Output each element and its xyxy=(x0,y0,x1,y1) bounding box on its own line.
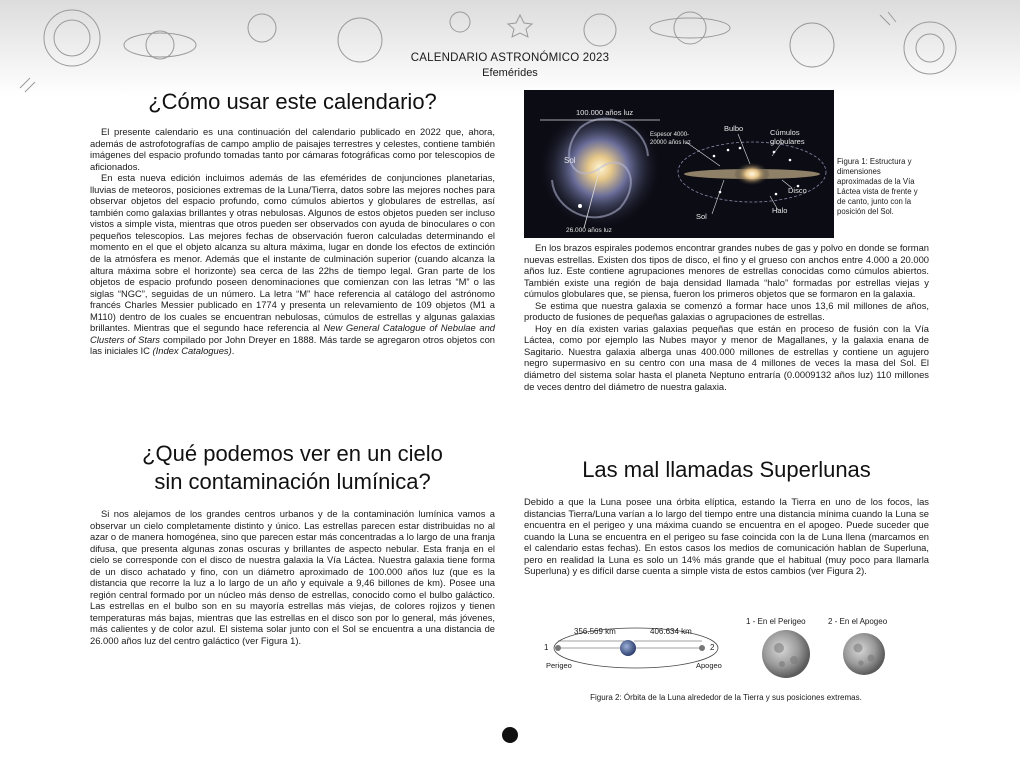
label-100000-ly: 100.000 años luz xyxy=(576,108,634,117)
label-globular-clusters: Cúmulos globulares xyxy=(770,128,805,146)
label-disk: Disco xyxy=(788,186,807,195)
label-bulge: Bulbo xyxy=(724,124,744,133)
paragraph: En los brazos espirales podemos encontrar grandes nubes de gas y polvo en donde se forman nuevas estrellas. Existen dos tipos de disco, el fino y el grueso con anchos entre 4.000 a 20.000 años luz. Este contiene agrupaciones menores de estrellas conocidas como cúmulos abiertos. También existe una región de baja densidad llamada “halo” formadas por estrellas viejas y cúmulos globulares que, se piensa, fueron los primeros objetos que se formaron en la galaxia. xyxy=(524,242,929,300)
label-thickness: Espesor 4000-20000 años luz xyxy=(650,132,691,146)
catalog-title: New General Catalogue of Nebulae and Clusters of Stars xyxy=(90,322,495,345)
label-moon-perigee: 1 - En el Perigeo xyxy=(746,617,806,626)
paragraph: Se estima que nuestra galaxia se comenzó a formar hace unos 13,6 mil millones de años, producto de fusiones de pequeñas galaxias o agrupaciones de estrellas. xyxy=(524,299,929,323)
paragraph: Debido a que la Luna posee una órbita elíptica, estando la Tierra en uno de los focos, las distancias Tierra/Luna varían a lo largo del tiempo entre una distancia mínima cuando la Luna se encuentra en el perigeo y una máxima cuando se encuentra en el apogeo. Puede suceder que cuando la Luna se encuentra en el perigeo su fase coincida con la de Luna llena (marcamos en el calendario estas fechas). En estos casos los medios de comunicación hablan de Superluna, pero en realidad la Luna es solo un 14% más grande que el habitual (muy poco para llamarla Superluna) y es difícil darse cuenta a simple vista de estos cambios (ver Figura 2). xyxy=(524,496,929,577)
section-dark-sky xyxy=(90,440,495,647)
figure1-caption: Figura 1: Estructura y dimensiones aproximadas de la Vía Láctea vista de frente y de canto, junto con la posición del Sol. xyxy=(837,157,918,216)
celestial-sketch-illustration xyxy=(0,0,1020,95)
page-marker-dot xyxy=(502,727,518,743)
paragraph: En esta nueva edición incluimos además de las efemérides de conjunciones planetarias, lluvias de meteoros, posiciones extremas de la Luna/Tierra, datos sobre las mejores noches para observar objetos del espacio profundo, como cúmulos abiertos y globulares de estrellas, así también como galaxias brillantes y otras nebulosas. Algunos de estos objetos pueden ser incluso vistos a simple vista, mientras que otros pueden ser observados con ayuda de binoculares o con pequeños telescopios. Las mejores fechas de observación fueron calculadas determinando el momento en el que el objeto alcanza su altura máxima, lugar en donde los efectos de extinción de la atmósfera es menor. Además que el instante de culminación superior (cuando alcanza la altura máxima sobre el horizonte) sea cerca de las 22hs de tiempo legal. Gran parte de los objetos de espacio profundo poseen denominaciones que comienzan con las letras “M” o las siglas “NGC”, seguidas de un número. La letra “M” hace referencia al catálogo del astrónomo francés Charles Messier publicado en 1774 y presenta un relevamiento de 109 objetos (M1 a M110) dentro de los cuales se encuentran nebulosas, cúmulos de estrellas y algunas galaxias brillantes. Mientras que el segundo hace referencia al New General Catalogue of Nebulae and Clusters of Stars compilado por John Dreyer en 1888. Más tarde se agregaron otros objetos con las iniciales IC (Index Catalogues). xyxy=(90,172,495,357)
page-header-title: CALENDARIO ASTRONÓMICO 2023 xyxy=(410,52,610,64)
figure2-caption: Figura 2: Órbita de la Luna alrededor de la Tierra y sus posiciones extremas. xyxy=(590,693,862,702)
label-position-1: 1 xyxy=(544,643,549,652)
label-apogee: Apogeo xyxy=(696,661,722,670)
figure-moon-orbit xyxy=(524,608,928,704)
heading-dark-sky: ¿Qué podemos ver en un cielo sin contaminación lumínica? xyxy=(142,441,443,494)
figure-milky-way xyxy=(524,90,834,238)
label-sun-side: Sol xyxy=(696,212,707,221)
page-header-subtitle: Efemérides xyxy=(482,67,538,79)
label-apogee-distance: 406.634 km xyxy=(650,627,692,636)
paragraph: Si nos alejamos de los grandes centros urbanos y de la contaminación lumínica vamos a observar un cielo completamente distinto y único. Las estrellas parecen estar distribuidas no al azar o de manera homogénea, sino que parecen estar más concentradas a lo largo de una franja difusa, que presenta algunas zonas oscuras y brillantes de aspecto nebular. Esta franja en el cielo se corresponde con el disco de nuestra galaxia la Vía Láctea. Nuestra galaxia tiene forma de un disco achatado y fino, con un diámetro aproximado de 100.000 años luz (que es la distancia que recorre la luz a lo largo de un año y equivale a 9,46 billones de km). Posee una región central formado por un núcleo más denso de estrellas, conocido como el bulbo galáctico. Las estrellas en el bulbo son en su mayoría estrellas más viejas, de colores rojizos y tienen temperaturas más bajas, mientras que las estrellas en el disco son por lo general, más jóvenes, más calientes y de color azul. El sistema solar junto con el Sol se encuentra a una distancia de 26.000 años luz del centro galáctico (ver Figura 1). xyxy=(90,508,495,647)
how-to-use-text xyxy=(90,126,495,357)
label-sun-face: Sol xyxy=(564,156,576,165)
ic-label: (Index Catalogues) xyxy=(152,345,232,357)
label-26000-ly: 26.000 años luz xyxy=(566,227,612,234)
label-perigee: Perigeo xyxy=(546,661,572,670)
heading-superlunas: Las mal llamadas Superlunas xyxy=(582,457,871,482)
paragraph: Hoy en día existen varias galaxias pequeñas que están en proceso de fusión con la Vía Láctea, como por ejemplo las Nubes mayor y menor de Magallanes, y la galaxia enana de Sagitario. Nuestra galaxia alberga unas 400.000 millones de estrellas y contiene un agujero negro supermasivo en su centro con una masa de 4 millones de veces la masa del Sol. El diámetro del sistema solar hasta el planeta Neptuno entraría (0.0009132 años luz) 110 millones de veces dentro del diámetro de nuestra galaxia. xyxy=(524,322,929,392)
superlunas-text xyxy=(524,496,929,577)
paragraph: El presente calendario es una continuación del calendario publicado en 2022 que, ahora, además de astrofotografías de campo amplio de paisajes terrestres y celestes, contiene también imágenes del espacio profundo tomadas tanto por cámaras fotográficas como por telescopios de aficionados. xyxy=(90,126,495,172)
milky-way-text xyxy=(524,242,929,392)
label-perigee-distance: 356.569 km xyxy=(574,627,616,636)
label-position-2: 2 xyxy=(710,643,715,652)
section-superlunas xyxy=(524,456,929,577)
section-how-to-use xyxy=(90,88,495,357)
label-moon-apogee: 2 - En el Apogeo xyxy=(828,617,888,626)
heading-how-to-use: ¿Cómo usar este calendario? xyxy=(148,89,437,114)
dark-sky-text xyxy=(90,508,495,647)
decorative-banner xyxy=(0,0,1020,95)
label-halo: Halo xyxy=(772,206,788,215)
